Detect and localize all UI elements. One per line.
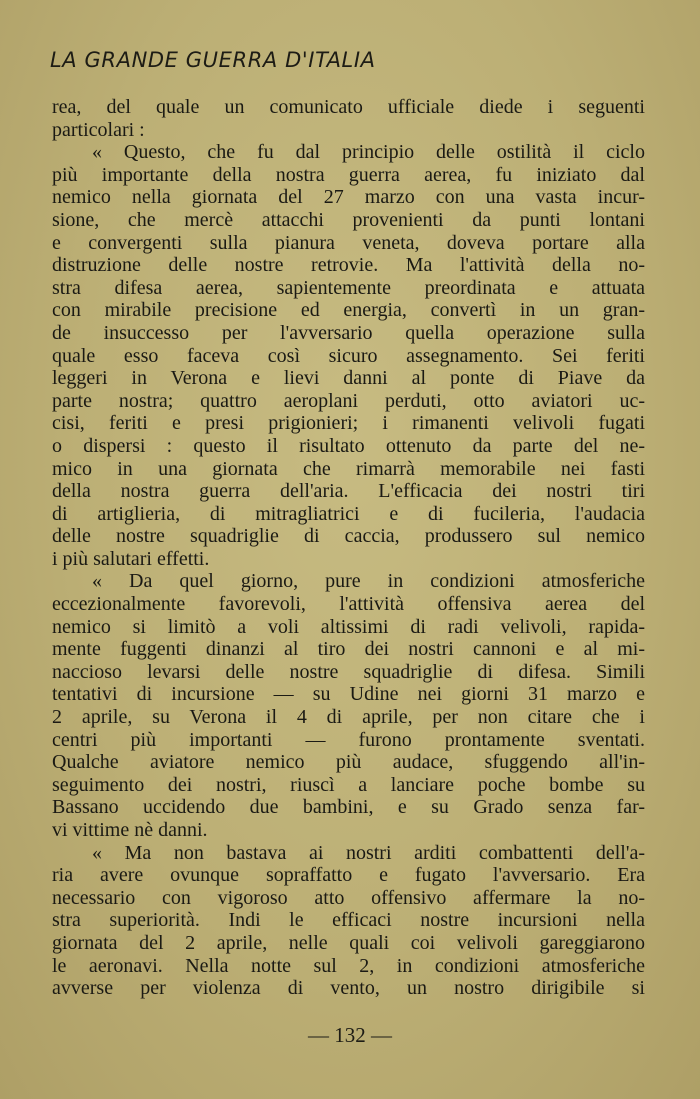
text-line: parte nostra; quattro aeroplani perduti, otto aviatori uc-	[52, 389, 645, 412]
text-line: 2 aprile, su Verona il 4 di aprile, per non citare che i	[52, 706, 645, 729]
text-line: cisi, feriti e presi prigionieri; i rimanenti velivoli fugati	[52, 412, 645, 435]
text-line: stra superiorità. Indi le efficaci nostre incursioni nella	[52, 909, 645, 932]
text-line: di artiglieria, di mitragliatrici e di fucileria, l'audacia	[52, 502, 645, 525]
text-line: nemico si limitò a voli altissimi di radi velivoli, rapida-	[52, 615, 645, 638]
text-line: Qualche aviatore nemico più audace, sfuggendo all'in-	[52, 751, 645, 774]
text-line: o dispersi : questo il risultato ottenuto da parte del ne-	[52, 434, 645, 457]
text-line: « Da quel giorno, pure in condizioni atmosferiche	[92, 570, 645, 593]
text-line: Bassano uccidendo due bambini, e su Grado senza far-	[52, 796, 645, 819]
text-line: naccioso levarsi delle nostre squadriglie di difesa. Simili	[52, 660, 645, 683]
text-line: avverse per violenza di vento, un nostro dirigibile si	[52, 977, 645, 1000]
text-line: de insuccesso per l'avversario quella operazione sulla	[52, 321, 645, 344]
text-line: eccezionalmente favorevoli, l'attività offensiva aerea del	[52, 593, 645, 616]
text-line: più importante della nostra guerra aerea, fu iniziato dal	[52, 163, 645, 186]
text-line: ria avere ovunque sopraffatto e fugato l'avversario. Era	[52, 864, 645, 887]
text-line: nemico nella giornata del 27 marzo con una vasta incur-	[52, 186, 645, 209]
running-head: LA GRANDE GUERRA D'ITALIA	[50, 48, 376, 72]
text-line: della nostra guerra dell'aria. L'efficacia dei nostri tiri	[52, 480, 645, 503]
text-line: vi vittime nè danni.	[52, 819, 208, 841]
text-line: mente fuggenti dinanzi al tiro dei nostri cannoni e al mi-	[52, 638, 645, 661]
text-line: i più salutari effetti.	[52, 547, 210, 570]
text-line: stra difesa aerea, sapientemente preordinata e attuata	[52, 276, 645, 299]
text-line: leggeri in Verona e lievi danni al ponte di Piave da	[52, 367, 645, 390]
page-number: — 132 —	[308, 1023, 392, 1047]
text-line: distruzione delle nostre retrovie. Ma l'attività della no-	[52, 254, 645, 277]
text-line: seguimento dei nostri, riuscì a lanciare poche bombe su	[52, 773, 645, 796]
text-line: « Questo, che fu dal principio delle ostilità il ciclo	[92, 141, 645, 164]
text-line: mico in una giornata che rimarrà memorabile nei fasti	[52, 457, 645, 480]
text-line: particolari :	[52, 118, 145, 141]
body-text	[52, 96, 645, 1000]
text-line: quale esso faceva così sicuro assegnamento. Sei feriti	[52, 344, 645, 367]
text-line: con mirabile precisione ed energia, convertì in un gran-	[52, 299, 645, 322]
text-line: tentativi di incursione — su Udine nei giorni 31 marzo e	[52, 683, 645, 706]
text-line: e convergenti sulla pianura veneta, doveva portare alla	[52, 231, 645, 254]
text-line: delle nostre squadriglie di caccia, produssero sul nemico	[52, 525, 645, 548]
text-line: rea, del quale un comunicato ufficiale diede i seguenti	[52, 96, 645, 118]
text-line: sione, che mercè attacchi provenienti da punti lontani	[52, 208, 645, 231]
text-line: centri più importanti — furono prontamente sventati.	[52, 728, 645, 751]
text-line: necessario con vigoroso atto offensivo affermare la no-	[52, 886, 645, 909]
text-line: « Ma non bastava ai nostri arditi combattenti dell'a-	[92, 841, 645, 864]
text-line: le aeronavi. Nella notte sul 2, in condizioni atmosferiche	[52, 954, 645, 977]
text-line: giornata del 2 aprile, nelle quali coi velivoli gareggiarono	[52, 931, 645, 954]
